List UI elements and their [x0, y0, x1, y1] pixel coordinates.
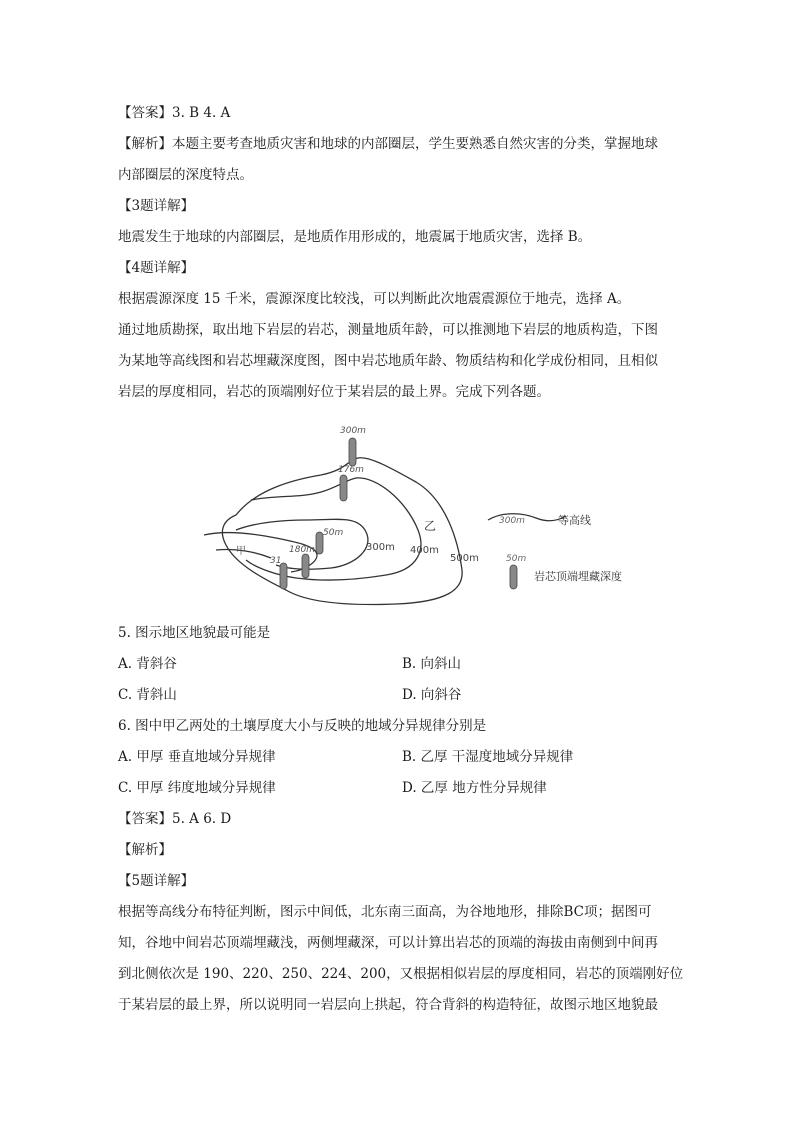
- analysis-line-1: 【解析】本题主要考查地质灾害和地球的内部圈层，学生要熟悉自然灾害的分类，掌握地球: [118, 136, 658, 152]
- depth-label-300m: 300m: [340, 426, 366, 436]
- q5-stem: 5. 图示地区地貌最可能是: [118, 625, 271, 641]
- legend-contour-text: 等高线: [558, 514, 591, 527]
- contour-core-diagram: [196, 420, 656, 610]
- core-50m: [316, 532, 323, 554]
- depth-label-180m: 180m: [289, 545, 315, 555]
- q5-detail-line-3: 到北侧依次是 190、220、250、224、200，又根据相似岩层的厚度相同，岩芯的顶端刚好位: [118, 966, 684, 982]
- legend-core-value: 50m: [506, 554, 527, 564]
- answer-5-6: 【答案】5. A 6. D: [118, 811, 232, 827]
- q4-heading: 【4题详解】: [118, 260, 195, 276]
- q6-option-a: A. 甲厚 垂直地域分异规律: [118, 749, 276, 765]
- q5-option-a: A. 背斜谷: [118, 656, 177, 672]
- q5-detail-heading: 【5题详解】: [118, 873, 195, 889]
- q5-detail-line-1: 根据等高线分布特征判断，图示中间低，北东南三面高，为谷地地形，排除BC项；据图可: [118, 904, 652, 920]
- q5-option-d: D. 向斜谷: [402, 687, 462, 703]
- depth-label-176m: 176m: [338, 465, 364, 475]
- q6-option-b: B. 乙厚 干湿度地域分异规律: [402, 749, 574, 765]
- place-label-jia: 甲: [236, 546, 246, 557]
- intro-line-2: 为某地等高线图和岩芯埋藏深度图，图中岩芯地质年龄、物质结构和化学成份相同，且相似: [118, 353, 658, 369]
- q3-explanation: 地震发生于地球的内部圈层，是地质作用形成的，地震属于地质灾害，选择 B。: [118, 229, 592, 245]
- place-label-yi: 乙: [424, 519, 437, 533]
- depth-label-50m: 50m: [323, 528, 344, 538]
- intro-line-3: 岩层的厚度相同，岩芯的顶端刚好位于某岩层的最上界。完成下列各题。: [118, 384, 550, 400]
- legend-core-text: 岩芯顶端埋藏深度: [534, 570, 622, 583]
- depth-label-31: 31: [270, 556, 282, 566]
- q5-option-c: C. 背斜山: [118, 687, 177, 703]
- legend-contour-value: 300m: [499, 516, 525, 526]
- q5-detail-line-2: 知，谷地中间岩芯顶端埋藏浅，两侧埋藏深，可以计算出岩芯的顶端的海拔由南侧到中间再: [118, 935, 658, 951]
- analysis-line-2: 内部圈层的深度特点。: [118, 167, 253, 183]
- core-176m: [340, 475, 347, 501]
- analysis-heading: 【解析】: [118, 842, 172, 858]
- q6-option-d: D. 乙厚 地方性分异规律: [402, 780, 547, 796]
- legend-core-icon: [510, 565, 517, 589]
- core-180m: [302, 554, 309, 578]
- q6-stem: 6. 图中甲乙两处的土壤厚度大小与反映的地域分异规律分别是: [118, 718, 487, 734]
- q6-option-c: C. 甲厚 纬度地域分异规律: [118, 780, 276, 796]
- contour-label-400m: 400m: [410, 545, 439, 556]
- core-31: [280, 563, 287, 589]
- contour-label-500m: 500m: [450, 553, 479, 564]
- contour-label-300m: 300m: [366, 542, 395, 553]
- core-bars: [280, 438, 356, 589]
- core-300m: [349, 438, 356, 466]
- q3-heading: 【3题详解】: [118, 198, 195, 214]
- answer-3-4: 【答案】3. B 4. A: [118, 105, 231, 121]
- q5-detail-line-4: 于某岩层的最上界，所以说明同一岩层向上拱起，符合背斜的构造特征，故图示地区地貌最: [118, 997, 658, 1013]
- q5-option-b: B. 向斜山: [402, 656, 462, 672]
- q4-explanation: 根据震源深度 15 千米，震源深度比较浅，可以判断此次地震震源位于地壳，选择 A。: [118, 291, 631, 307]
- intro-line-1: 通过地质勘探，取出地下岩层的岩芯，测量地质年龄，可以推测地下岩层的地质构造，下图: [118, 322, 658, 338]
